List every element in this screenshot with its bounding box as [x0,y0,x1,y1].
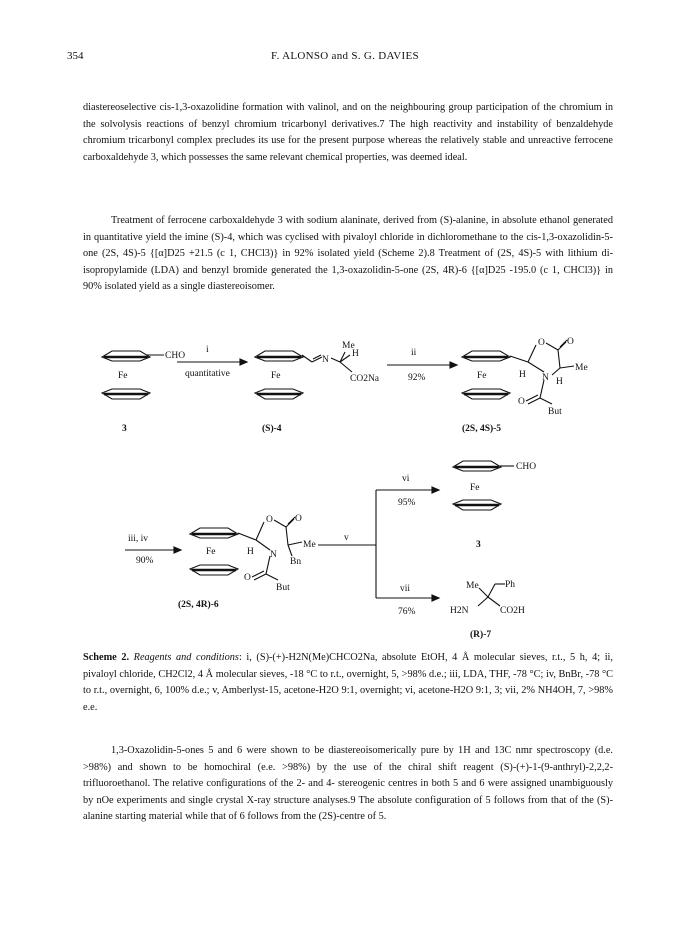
svg-text:Me: Me [303,540,316,550]
ferrocene-3b-structure [453,461,514,510]
svg-text:Fe: Fe [271,371,281,381]
svg-text:N: N [270,550,277,560]
svg-text:O: O [518,397,525,407]
svg-text:Fe: Fe [470,483,480,493]
svg-text:N: N [542,373,549,383]
svg-text:vii: vii [400,584,411,594]
svg-text:i: i [206,345,209,355]
running-head-authors: F. ALONSO and S. G. DAVIES [271,50,419,62]
paragraph-3: 1,3-Oxazolidin-5-ones 5 and 6 were shown to be diastereoisomerically pure by 1H and 13C nmr spectroscopy (d.e. >98%) and shown to be homochiral (e.e. >98%) by the use of the chiral shift reagent (S)-(+)-1-(9-anthryl)-2,2,2-trifluoroethanol. The relative configurations of the 2- and 4- stereogenic centres in both 5 and 6 were assigned unambiguously by nOe experiments and single crystal X-ray structure analyses.9 The absolute configuration of 5 follows from that of the (S)-alanine starting material while that of 6 follows from the (2S)-centre of 5. [83,745,613,823]
svg-text:Me: Me [466,581,479,591]
svg-text:Fe: Fe [118,371,128,381]
svg-text:quantitative: quantitative [185,369,230,379]
svg-text:3: 3 [122,424,127,434]
svg-text:O: O [295,514,302,524]
svg-text:Me: Me [575,363,588,373]
paragraph-1: diastereoselective cis-1,3-oxazolidine formation with valinol, and on the neighbouring group participation of the chromium in the solvolysis reactions of benzyl chromium tricarbonyl derivatives.7 The high reactivity and instability of benzaldehyde chromium tricarbonyl complex precludes its use for the present purpose whereas the relatively stable and unreactive ferrocene carboxaldehyde 3, which possesses the same relevant chemical properties, was deemed ideal. [83,102,613,163]
caption-text: : i, (S)-(+)-H2N(Me)CHCO2Na, absolute EtOH, 4 Å molecular sieves, r.t., 5 h, 4; ii, pivaloyl chloride, CH2Cl2, 4 Å molecular sieves, -18 °C to r.t., overnight, 5, >98% d.e.; iii, LDA, THF, -78 °C; iv, BnBr, -78 °C to r.t., overnight, 6, 100% d.e.; v, Amberlyst-15, acetone-H2O 9:1, overnight; vi, acetone-H2O 9:1, 3; vii, 2% NH4OH, 7, >98% e.e. [83,652,613,713]
caption-heading: Reagents and conditions [133,652,239,663]
svg-text:But: But [276,583,290,593]
svg-text:H: H [247,547,254,557]
svg-text:Fe: Fe [206,547,216,557]
scheme-caption [83,650,613,716]
svg-text:ii: ii [411,348,417,358]
svg-text:95%: 95% [398,498,416,508]
svg-text:90%: 90% [136,556,154,566]
svg-text:O: O [244,573,251,583]
ferrocene-3-structure [102,351,164,399]
svg-text:Ph: Ph [505,580,516,590]
amino-acid-7-structure [478,584,505,606]
page-number: 354 [67,50,84,62]
svg-text:O: O [538,338,545,348]
svg-text:92%: 92% [408,373,426,383]
svg-text:N: N [322,355,329,365]
svg-text:(2S, 4S)-5: (2S, 4S)-5 [462,424,502,434]
svg-text:CHO: CHO [516,462,537,472]
svg-text:CO2H: CO2H [500,606,525,616]
svg-text:CHO: CHO [165,351,186,361]
svg-text:76%: 76% [398,607,416,617]
svg-text:Bn: Bn [290,557,302,567]
scheme-labels [118,337,588,640]
svg-text:(S)-4: (S)-4 [262,424,282,434]
paragraph-2: Treatment of ferrocene carboxaldehyde 3 with sodium alaninate, derived from (S)-alanine, in absolute ethanol generated in quantitative yield the imine (S)-4, which was cyclised with pivaloyl chloride in dichloromethane to the cis-1,3-oxazolidin-5-one (2S, 4S)-5 {[α]D25 +21.5 (c 1, CHCl3)} in 92% isolated yield (Scheme 2).8 Treatment of (2S, 4S)-5 with lithium di-isopropylamide (LDA) and benzyl bromide generated the 1,3-oxazolidin-5-one (2S, 4R)-6 {[α]D25 -195.0 (c 1, CHCl3)} in 90% isolated yield as a single diastereoisomer. [83,215,613,293]
svg-text:H: H [352,349,359,359]
svg-text:Fe: Fe [477,371,487,381]
svg-text:Me: Me [342,341,355,351]
svg-text:H2N: H2N [450,606,469,616]
svg-text:O: O [266,515,273,525]
imine-4-structure [255,351,352,399]
svg-text:But: But [548,407,562,417]
svg-text:v: v [344,533,349,543]
svg-text:H: H [556,377,563,387]
svg-text:O: O [567,337,574,347]
caption-label: Scheme 2. [83,652,130,663]
svg-text:(2S, 4R)-6: (2S, 4R)-6 [178,600,219,610]
svg-text:iii, iv: iii, iv [128,534,149,544]
svg-text:CO2Na: CO2Na [350,374,380,384]
svg-text:(R)-7: (R)-7 [470,630,492,640]
svg-text:H: H [519,370,526,380]
svg-text:3: 3 [476,540,481,550]
svg-text:vi: vi [402,474,410,484]
